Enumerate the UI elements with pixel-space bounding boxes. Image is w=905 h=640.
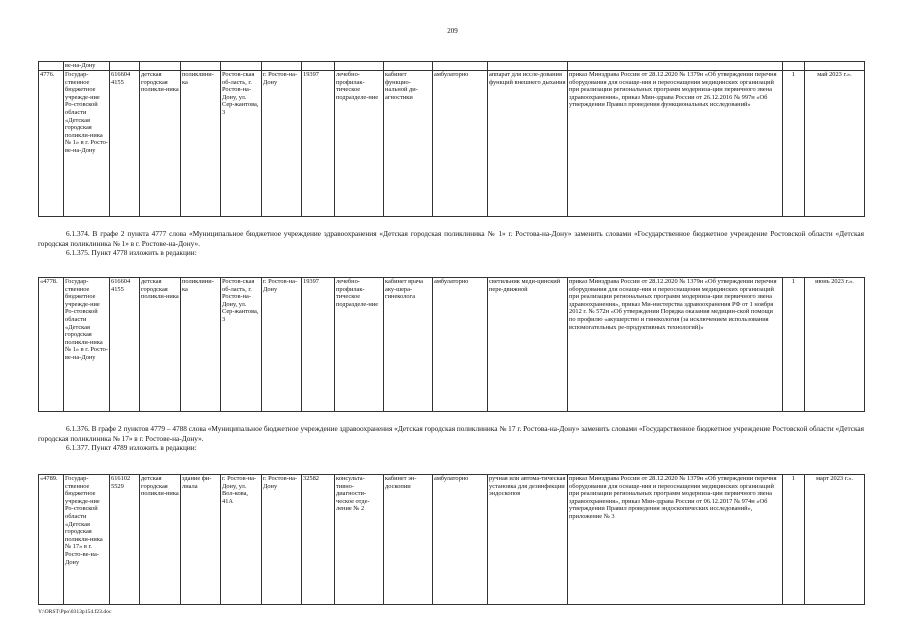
city: г. Ростов-на-Дону — [262, 475, 302, 605]
table-row — [39, 278, 865, 412]
org-code: 616604 4155 — [110, 71, 140, 217]
delivery-date: июнь 2023 г.». — [805, 278, 865, 412]
quantity: 1 — [783, 475, 805, 605]
regulation: приказ Минздрава России от 28.12.2020 № 1379н «Об утверждении перечня оборудования для оснаще-ния и переоснащения медицинских организаций при реализации региональных программ модерниза-ции первичного звена здравоохранения», приказ Ми-нистерства здравоохранения РФ от 1 ноября 2012 г. № 572н «Об утверждении Порядка оказания медицин-ской помощи по профилю «акушерство и гинекология (за исключением использования вспомогательных ре-продуктивных технологий)» — [568, 278, 783, 412]
address: Ростов-ская об-ласть, г. Ростов-на-Дону, ул. Сер-жантова, 3 — [221, 278, 262, 412]
org-name: Государ-ственное бюджетное учрежде-ние Ро-стовской области «Детская городская поликли-ника № 17» в г. Росто-ве-на-Дону — [64, 475, 110, 605]
care-type: амбулаторно — [433, 475, 488, 605]
building: поликлини-ка — [181, 278, 221, 412]
delivery-date: март 2023 г.». — [805, 475, 865, 605]
org-code: 616102 5529 — [110, 475, 140, 605]
org-type: детская городская поликли-ника — [140, 475, 181, 605]
table-row-continuation — [39, 62, 865, 71]
equipment: светильник меди-цинский пере-движной — [488, 278, 568, 412]
building: поликлини-ка — [181, 71, 221, 217]
amendment-paragraph-2 — [38, 424, 864, 453]
department: лечебно-профилак-тическое подразделе-ние — [335, 278, 384, 412]
equipment: аппарат для иссле-дования функций внешнего дыхания — [488, 71, 568, 217]
okato-code: 19397 — [302, 278, 335, 412]
city: г. Ростов-на-Дону — [262, 278, 302, 412]
table-row — [39, 71, 865, 217]
org-name: Государ-ственное бюджетное учрежде-ние Ро-стовской области «Детская городская поликли-ника № 1» в г. Росто-ве-на-Дону — [64, 278, 110, 412]
org-type: детская городская поликли-ника — [140, 71, 181, 217]
file-path-footer: Y:\ORST\Ppo\0313p154.f23.doc — [38, 609, 112, 615]
department: лечебно-профилак-тическое подразделе-ние — [335, 71, 384, 217]
room: кабинет функцио-нальной ди-агностики — [384, 71, 433, 217]
okato-code: 32582 — [302, 475, 335, 605]
quantity: 1 — [783, 278, 805, 412]
quantity: 1 — [783, 71, 805, 217]
equipment-table-4776 — [38, 61, 865, 217]
building: здание фи-лиала — [181, 475, 221, 605]
address: Ростов-ская об-ласть, г. Ростов-на-Дону, ул. Сер-жантова, 3 — [221, 71, 262, 217]
room: кабинет эн-доскопии — [384, 475, 433, 605]
delivery-date: май 2023 г.». — [805, 71, 865, 217]
amendment-paragraph-1 — [38, 229, 864, 258]
regulation: приказ Минздрава России от 28.12.2020 № 1379н «Об утверждении перечня оборудования для оснаще-ния и переоснащения медицинских организаций при реализации региональных программ модерниза-ции первичного звена здравоохранения», приказ Мин-здрава России от 06.12.2017 № 974н «Об утверждении Правил проведения эндоскопических исследований», приложение № 3 — [568, 475, 783, 605]
regulation: приказ Минздрава России от 28.12.2020 № 1379н «Об утверждении перечня оборудования для оснаще-ния и переоснащения медицинских организаций при реализации региональных программ модерниза-ции первичного звена здравоохранения», приказ Мин-здрава России от 26.12.2016 № 997н «Об утверждении Правил проведения функциональных исследований» — [568, 71, 783, 217]
item-number: 4776. — [39, 71, 64, 217]
org-type: детская городская поликли-ника — [140, 278, 181, 412]
item-number: «4789. — [39, 475, 64, 605]
org-name: Государ-ственное бюджетное учрежде-ние Ро-стовской области «Детская городская поликли-ника № 1» в г. Росто-ве-на-Дону — [64, 71, 110, 217]
amendment-text: 6.1.376. В графе 2 пунктов 4779 – 4788 слова «Муниципальное бюджетное учреждение здравоохранения «Детская городская поликлиника № 17 г. Ростова-на-Дону» заменить словами «Государственное бюджетное учреждение Ростовской области «Детская городская поликлиника № 17» в г. Ростове-на-Дону». — [38, 424, 864, 443]
equipment-table-4789 — [38, 474, 865, 605]
table-row — [39, 475, 865, 605]
room: кабинет врача аку-шера-гинеколога — [384, 278, 433, 412]
page-number: 209 — [447, 27, 458, 35]
item-number: «4778. — [39, 278, 64, 412]
equipment: ручная или автома-тическая установка для дезинфекции эндоскопов — [488, 475, 568, 605]
department: консульта-тивно-диагности-ческое отде-ление № 2 — [335, 475, 384, 605]
equipment-table-4778 — [38, 277, 865, 412]
city: г. Ростов-на-Дону — [262, 71, 302, 217]
okato-code: 19397 — [302, 71, 335, 217]
amendment-text: 6.1.374. В графе 2 пункта 4777 слова «Муниципальное бюджетное учреждение здравоохранения «Детская городская поликлиника № 1» г. Ростова-на-Дону» заменить словами «Государственное бюджетное учреждение Ростовской области «Детская городская поликлиника № 1» в г. Ростове-на-Дону». — [38, 229, 864, 248]
amendment-text: 6.1.377. Пункт 4789 изложить в редакции: — [66, 443, 197, 453]
amendment-text: 6.1.375. Пункт 4778 изложить в редакции: — [66, 248, 197, 258]
care-type: амбулаторно — [433, 278, 488, 412]
cont-cell: ве-на-Дону — [64, 62, 110, 71]
care-type: амбулаторно — [433, 71, 488, 217]
org-code: 616604 4155 — [110, 278, 140, 412]
address: г. Ростов-на-Дону, ул. Вол-кова, 41А — [221, 475, 262, 605]
